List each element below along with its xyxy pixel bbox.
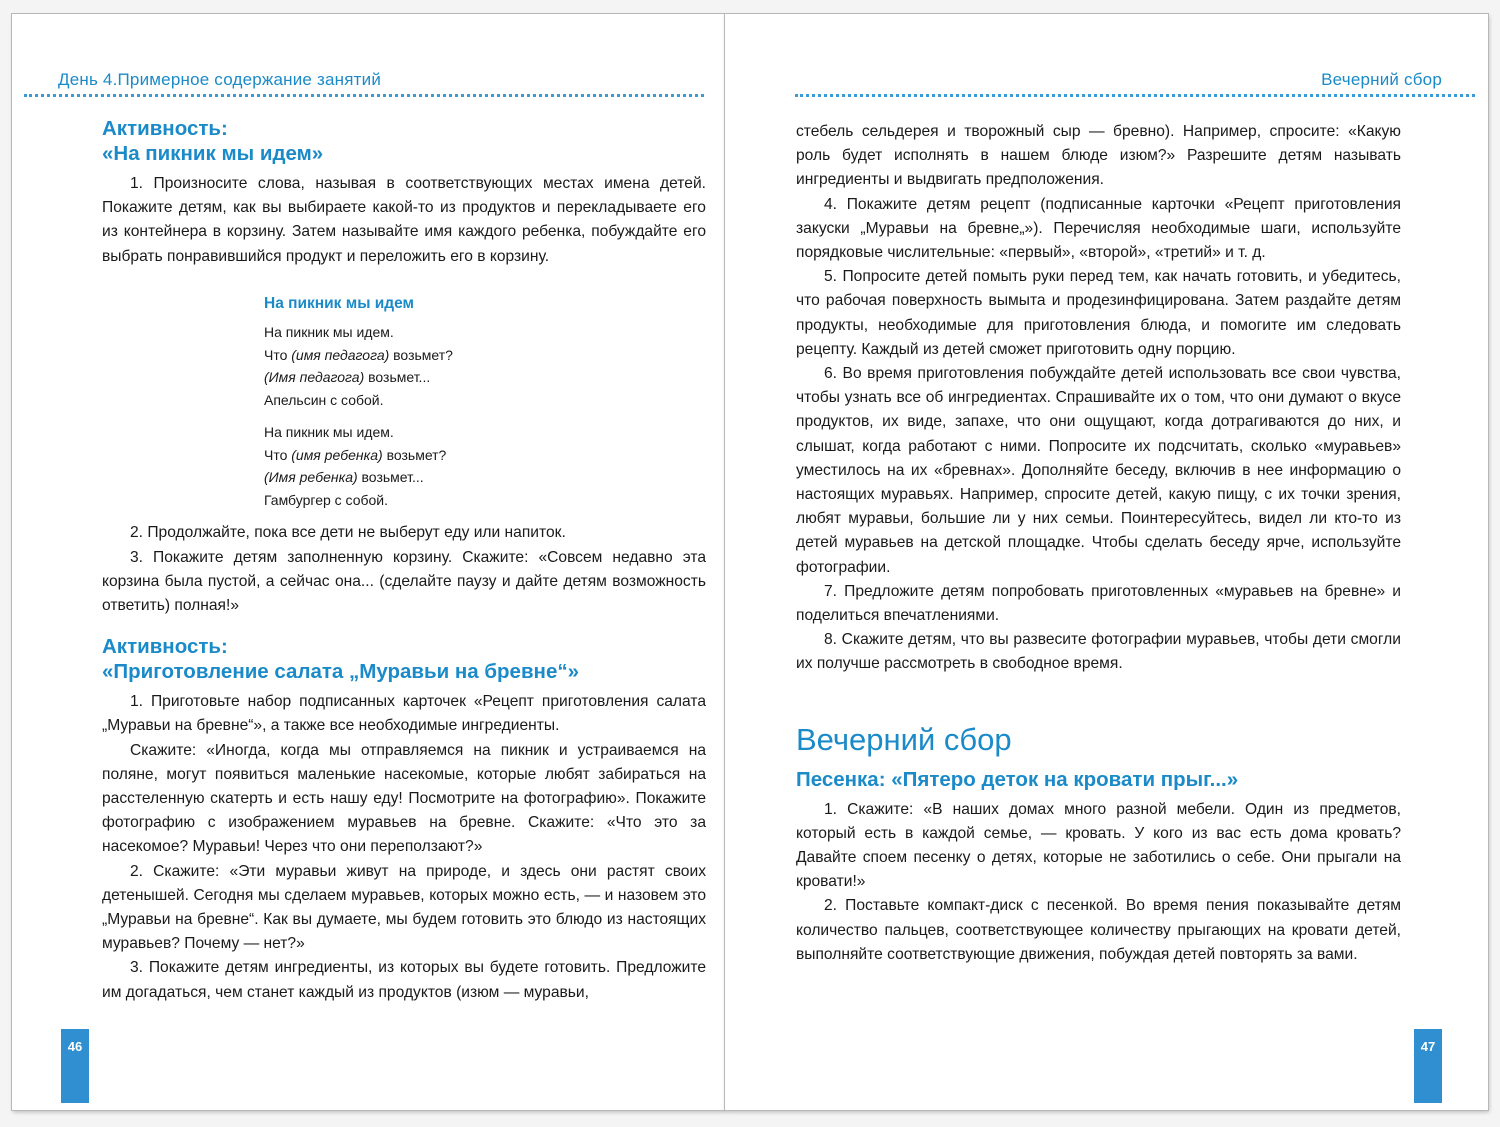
page-number: 46 (61, 1029, 89, 1103)
running-header: Вечерний сбор (1321, 70, 1442, 89)
paragraph: 8. Скажите детям, что вы развесите фотографии муравьев, чтобы дети смогли их получше рассмотреть в свободное время. (796, 631, 1401, 673)
poem-stanza (264, 421, 706, 511)
header-dotted-rule (24, 94, 704, 97)
right-page (725, 14, 1488, 1110)
paragraph: стебель сельдерея и творожный сыр — бревно). Например, спросите: «Какую роль будет исполнять в нашем блюде изюм?» Разрешите детям называть ингредиенты и выдвигать предположения. (796, 123, 1401, 189)
paragraph: 2. Поставьте компакт-диск с песенкой. Во время пения показывайте детям количество пальцев, соответствующее количеству прыгающих на кровати детей, выполняйте соответствующие движения, побуждая детей повторять за вами. (796, 897, 1401, 963)
poem-line: Апельсин с собой. (264, 391, 384, 408)
paragraph: 1. Скажите: «В наших домах много разной мебели. Один из предметов, который есть в каждой семье, — кровать. У кого из вас есть дома кровать? Давайте споем песенку о детях, которые не заботились о себе. Они прыгали на кровати!» (796, 800, 1401, 891)
poem-line: (Имя ребенка) возьмет... (264, 469, 424, 486)
left-page (12, 14, 725, 1110)
left-page-content (102, 116, 706, 1005)
paragraph: 2. Продолжайте, пока все дети не выберут еду или напиток. (130, 524, 566, 542)
activity-heading-label: Активность: (102, 635, 228, 659)
paragraph: 1. Приготовьте набор подписанных карточек «Рецепт приготовления салата „Муравьи на бревне“», а также все необходимые ингредиенты. (102, 693, 706, 735)
paragraph: 5. Попросите детей помыть руки перед тем, как начать готовить, и убедитесь, что рабочая поверхность вымыта и продезинфицирована. Затем раздайте детям продукты, необходимые для приготовления блюда, и помогите им следовать рецепту. Каждый из детей сможет приготовить одну порцию. (796, 268, 1401, 358)
poem-line: Что (имя педагога) возьмет? (264, 346, 453, 363)
paragraph: 1. Произносите слова, называя в соответствующих местах имена детей. Покажите детям, как вы выбираете какой-то из продуктов и перекладываете его из контейнера в корзину. Затем называйте имя каждого ребенка, побуждайте его выбрать понравившийся продукт и переложить его в корзину. (102, 175, 706, 265)
paragraph: 4. Покажите детям рецепт (подписанные карточки «Рецепт приготовления закуски „Муравьи на бревне„»). Перечисляя необходимые шаги, используйте порядковые числительные: «первый», «второй», «третий» и т. д. (796, 195, 1401, 262)
activity-heading-title: «Приготовление салата „Муравьи на бревне“» (102, 660, 579, 684)
poem-line: Гамбургер с собой. (264, 491, 388, 508)
section-title: Вечерний сбор (796, 721, 1012, 757)
paragraph: 3. Покажите детям ингредиенты, из которых вы будете готовить. Предложите им догадаться, чем станет каждый из продуктов (изюм — муравьи, (102, 959, 706, 1001)
paragraph: 2. Скажите: «Эти муравьи живут на природе, и здесь они растят своих детенышей. Сегодня мы сделаем муравьев, которых можно есть, — и назовем это „Муравьи на бревне“. Как вы думаете, мы будем готовить это блюдо из настоящих муравьев? Почему — нет?» (102, 862, 706, 953)
running-header: День 4.Примерное содержание занятий (58, 70, 382, 89)
activity-heading-label: Активность: (102, 117, 228, 140)
paragraph: 3. Покажите детям заполненную корзину. Скажите: «Совсем недавно эта корзина была пустой, а сейчас она... (сделайте паузу и дайте детям возможность ответить) полная!» (102, 548, 706, 614)
song-heading: Песенка: «Пятеро деток на кровати прыг...» (796, 767, 1239, 791)
page-number: 47 (1414, 1029, 1442, 1103)
paragraph: Скажите: «Иногда, когда мы отправляемся на пикник и устраиваемся на поляне, могут появиться маленькие насекомые, которые любят забираться на расстеленную скатерть и есть нашу еду! Посмотрите на фотографию». Покажите фотографию с изображением муравьев на бревне. Скажите: «Что это за насекомое? Муравьи! Через что они переползают?» (102, 741, 706, 856)
poem-line: На пикник мы идем. (264, 424, 394, 441)
poem-line: Что (имя ребенка) возьмет? (264, 446, 447, 463)
poem-line: (Имя педагога) возьмет... (264, 369, 431, 386)
poem-stanza (264, 321, 706, 411)
header-dotted-rule (795, 94, 1475, 97)
poem-title: На пикник мы идем (264, 294, 414, 312)
poem-line: На пикник мы идем. (264, 324, 394, 341)
paragraph: 7. Предложите детям попробовать приготовленных «муравьев на бревне» и поделиться впечатлениями. (796, 582, 1401, 625)
paragraph: 6. Во время приготовления побуждайте детей использовать все свои чувства, чтобы узнать все об ингредиентах. Спрашивайте их о том, что они думают о вкусе продуктов, их виде, запахе, что они ощущают, когда дотрагиваются до них, и слышат, когда работают с ними. Попросите их подсчитать, сколько «муравьев» уместилось на их «бревнах». Дополняйте беседу, включив в нее информацию о настоящих муравьях. Например, спросите детей, какую пищу, с их точки зрения, любят муравьи, большие ли у них семьи. Поинтересуйтесь, видел ли кто-то из детей муравьев на детской площадке. Чтобы сделать беседу ярче, используйте фотографии. (796, 365, 1401, 576)
right-page-content (796, 120, 1401, 967)
activity-heading-title: «На пикник мы идем» (102, 142, 324, 165)
poem (264, 293, 706, 512)
